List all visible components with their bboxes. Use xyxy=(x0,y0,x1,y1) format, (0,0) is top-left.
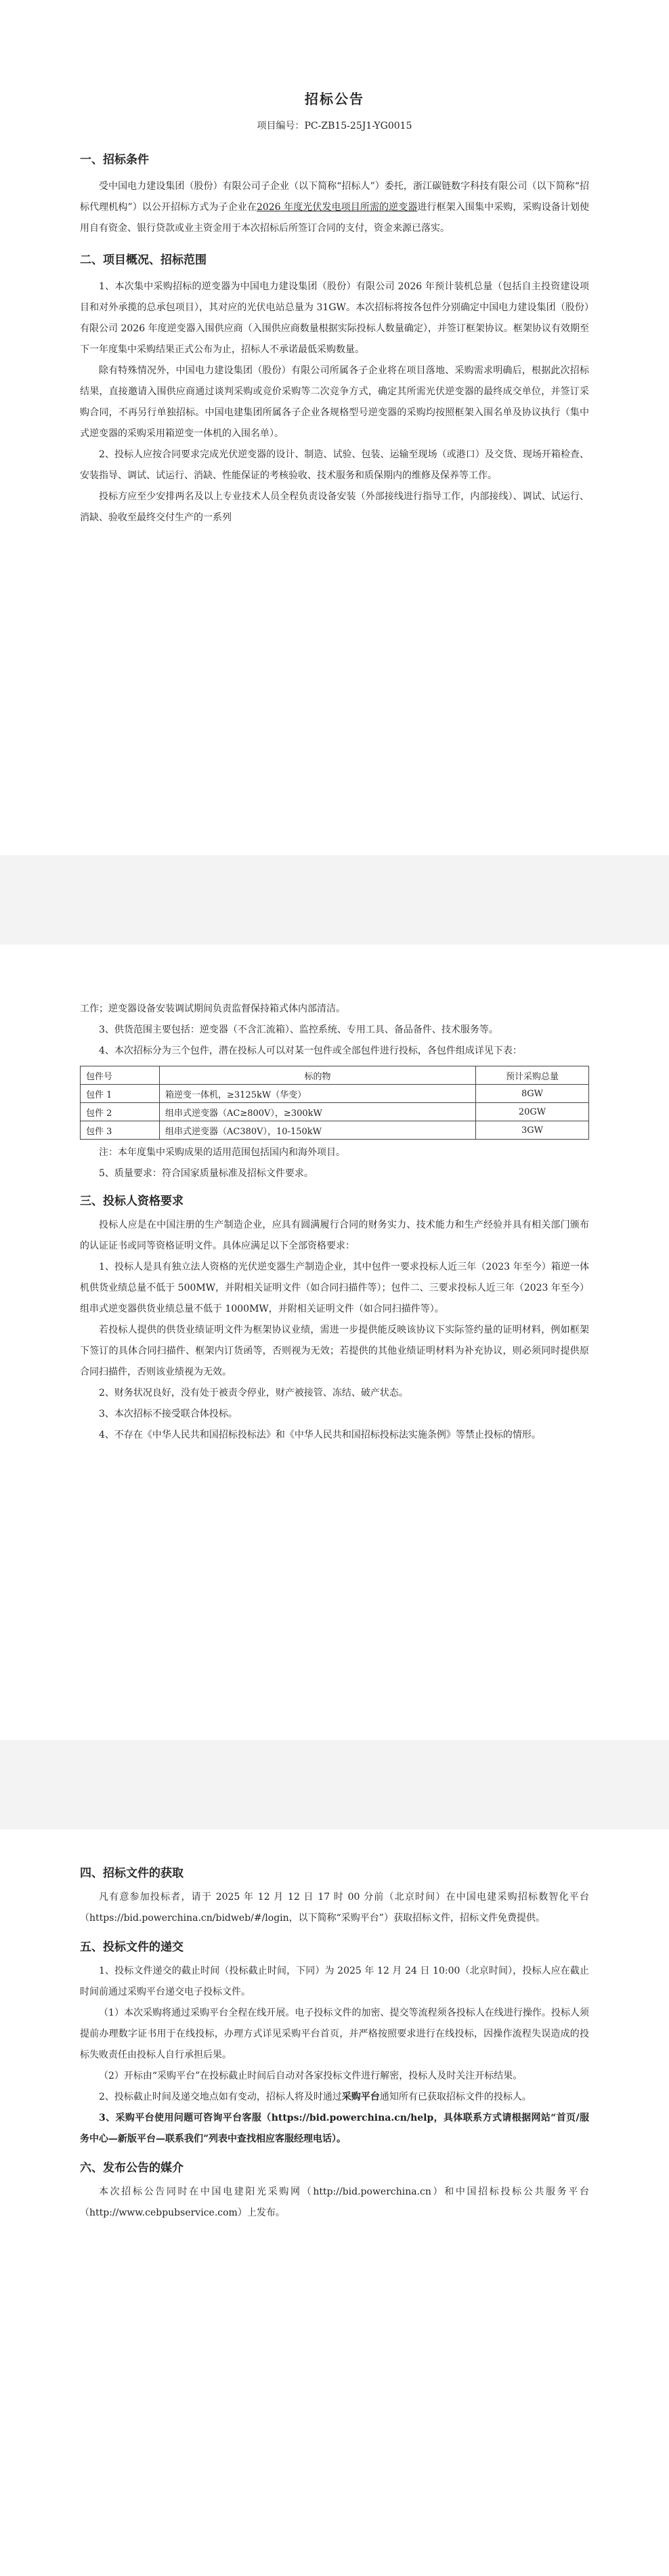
page-3 xyxy=(0,1829,669,2576)
sec3-paragraph-4: 2、财务状况良好，没有处于被责令停业，财产被接管、冻结、破产状态。 xyxy=(99,1388,408,1398)
package-cell: 包件 1 xyxy=(81,1085,160,1103)
table-row xyxy=(81,1103,589,1121)
item-cell: 组串式逆变器（AC≥800V），≥300kW xyxy=(160,1103,476,1121)
page-gap xyxy=(0,855,669,944)
col-header-quantity: 预计采购总量 xyxy=(476,1066,589,1085)
col-header-package: 包件号 xyxy=(81,1066,160,1085)
package-table-header xyxy=(81,1066,589,1085)
section-6-heading: 六、发布公告的媒介 xyxy=(80,2161,184,2175)
section-2-heading: 二、项目概况、招标范围 xyxy=(80,253,207,267)
sec2-paragraph-3: 2、投标人应按合同要求完成光伏逆变器的设计、制造、试验、包装、运输至现场（或港口）及交货、现场开箱检查、安装指导、调试、试运行、消缺、性能保证的考核验收、技术服务和质保期内的维修及保养等工作。 xyxy=(80,449,589,481)
page-gap xyxy=(0,1740,669,1829)
package-table xyxy=(80,1066,589,1140)
section-1-paragraph xyxy=(80,176,589,239)
sec2-paragraph-2: 除有特殊情况外，中国电力建设集团（股份）有限公司所属各子企业将在项目落地、采购需求明确后，根据此次招标结果，直接邀请入围供应商通过谈判采购或竞价采购等二次竞争方式，确定其所需光伏逆变器的最终成交单位，并签订采购合同，不再另行单独招标。中国电建集团所属各子企业各规格型号逆变器的采购均按照框架入围名单及协议执行（集中式逆变器的采购采用箱逆变一体机的入围名单）。 xyxy=(80,365,589,439)
section-3-heading: 三、投标人资格要求 xyxy=(80,1194,184,1208)
sec4-paragraph-1: 凡有意参加投标者，请于 2025 年 12 月 12 日 17 时 00 分前（北京时间）在中国电建采购招标数智化平台（https://bid.powerchina.cn/bidweb/#/login，以下简称“采购平台”）获取招标文件，招标文件免费提供。 xyxy=(80,1892,589,1924)
item-cell: 组串式逆变器（AC380V），10-150kW xyxy=(160,1121,476,1140)
sec3-paragraph-6: 4、不存在《中华人民共和国招标投标法》和《中华人民共和国招标投标法实施条例》等禁止投标的情形。 xyxy=(99,1430,541,1440)
sec3-paragraph-2: 1、投标人是具有独立法人资格的光伏逆变器生产制造企业，其中包件一要求投标人近三年（2023 年至今）箱逆一体机供货业绩总量不低于 500MW，并附相关证明文件（如合同扫描件等）；包件二、三要求投标人近三年（2023 年至今）组串式逆变器供货业绩总量不低于 1000MW，并附相关证明文件（如合同扫描件等）。 xyxy=(80,1262,589,1314)
quantity-cell: 20GW xyxy=(476,1103,589,1121)
sec6-paragraph-1: 本次招标公告同时在中国电建阳光采购网（http://bid.powerchina.cn）和中国招标投标公共服务平台（http://www.cebpubservice.com）上发布。 xyxy=(80,2186,589,2218)
table-row xyxy=(81,1121,589,1140)
sec5-paragraph-2: （1）本次采购将通过采购平台全程在线开展。电子投标文件的加密、提交等流程须各投标人在线进行操作。投标人须提前办理数字证书用于在线投标，办理方式详见采购平台首页，并严格按照要求进行在线投标，因操作流程失误造成的投标失败责任由投标人自行承担后果。 xyxy=(80,2008,589,2060)
sec5-paragraph-3: （2）开标由“采购平台”在投标截止时间后自动对各家投标文件进行解密，投标人及时关注开标结果。 xyxy=(99,2071,523,2081)
sec2-paragraph-5: 3、供货范围主要包括：逆变器（不含汇流箱）、监控系统、专用工具、备品备件、技术服务等。 xyxy=(99,1024,498,1035)
quantity-cell: 8GW xyxy=(476,1085,589,1103)
sec5-p4-platform: 采购平台 xyxy=(341,2092,380,2102)
col-header-item: 标的物 xyxy=(160,1066,476,1085)
page-2 xyxy=(0,944,669,1740)
sec1-underlined-scope: 2026 年度光伏发电项目所需的逆变器 xyxy=(256,202,418,213)
sec1-text-a: 受中国电力建设集团（股份）有限公司子企业（以下简称“招标人”）委托，浙江碳链数字科技有限公司（以下简称“招标代理机构”）以公开招标方式为子企业在 xyxy=(80,181,589,213)
sec5-p4-text-c: 通知所有已获取招标文件的投标人。 xyxy=(379,2092,532,2102)
sec3-paragraph-3: 若投标人提供的供货业绩证明文件为框架协议业绩，需进一步提供能反映该协议下实际签约量的证明材料，例如框架下签订的具体合同扫描件、框架内订货函等，否则视为无效；若提供的其他业绩证明材料为补充协议，则必须同时提供原合同扫描件，否则该业绩视为无效。 xyxy=(80,1325,589,1377)
sec5-paragraph-1: 1、投标文件递交的截止时间（投标截止时间，下同）为 2025 年 12 月 24 日 10:00（北京时间），投标人应在截止时间前通过采购平台递交电子投标文件。 xyxy=(80,1966,589,1997)
sec2-paragraph-6: 4、本次招标分为三个包件，潜在投标人可以对某一包件或全部包件进行投标，各包件组成详见下表： xyxy=(99,1045,522,1056)
announcement-title: 招标公告 xyxy=(305,91,364,107)
sec3-paragraph-1: 投标人应是在中国注册的生产制造企业，应具有圆满履行合同的财务实力、技术能力和生产经验并具有相关部门颁布的认证证书或同等资格证明文件。具体应满足以下全部资格要求： xyxy=(80,1220,589,1251)
item-cell: 箱逆变一体机，≥3125kW（华变） xyxy=(160,1085,476,1103)
project-code: 项目编号：PC-ZB15-25J1-YG0015 xyxy=(257,121,412,131)
sec5-p4-text-a: 2、投标截止时间及递交地点如有变动，招标人将及时通过 xyxy=(99,2092,342,2102)
quantity-cell: 3GW xyxy=(476,1121,589,1140)
section-1-heading: 一、招标条件 xyxy=(80,153,149,167)
section-4-heading: 四、招标文件的获取 xyxy=(80,1867,184,1880)
sec1-text-b: 进行框架入围集中采购，采购设备计划使用自有资金、银行贷款或业主资金用于本次招标后所签订合同的支付，资金来源已落实。 xyxy=(80,202,590,234)
package-cell: 包件 3 xyxy=(81,1121,160,1140)
sec2-paragraph-1: 1、本次集中采购招标的逆变器为中国电力建设集团（股份）有限公司 2026 年预计装机总量（包括自主投资建设项目和对外承揽的总承包项目），其对应的光伏电站总量为 31GW。本次招标将按各包件分别确定中国电力建设集团（股份）有限公司 2026 年度逆变器入围供应商（入围供应商数量根据实际投标人数量确定），并签订框架协议。框架协议有效期至下一年度集中采购结果正式公布为止，招标人不承诺最低采购数量。 xyxy=(80,281,589,355)
section-5-heading: 五、投标文件的递交 xyxy=(80,1940,184,1954)
table-row xyxy=(81,1085,589,1103)
package-cell: 包件 2 xyxy=(81,1103,160,1121)
sec2-paragraph-4-continued: 工作；逆变器设备安装调试期间负责监督保持箱式体内部清洁。 xyxy=(80,1003,345,1014)
sec2-paragraph-7: 5、质量要求：符合国家质量标准及招标文件要求。 xyxy=(99,1168,314,1179)
sec3-paragraph-5: 3、本次招标不接受联合体投标。 xyxy=(99,1409,238,1419)
table-note: 注：本年度集中采购成果的适用范围包括国内和海外项目。 xyxy=(99,1147,345,1158)
sec5-paragraph-4 xyxy=(80,2087,589,2108)
sec2-paragraph-4: 投标方应至少安排两名及以上专业技术人员全程负责设备安装（外部接线进行指导工作，内部接线）、调试、试运行、消缺、验收至最终交付生产的一系列 xyxy=(80,491,589,523)
page-1 xyxy=(0,0,669,855)
sec5-paragraph-5: 3、采购平台使用问题可咨询平台客服（https://bid.powerchina.cn/help，具体联系方式请根据网站“首页/服务中心—新版平台—联系我们”列表中查找相应客服经理电话）。 xyxy=(80,2113,589,2144)
